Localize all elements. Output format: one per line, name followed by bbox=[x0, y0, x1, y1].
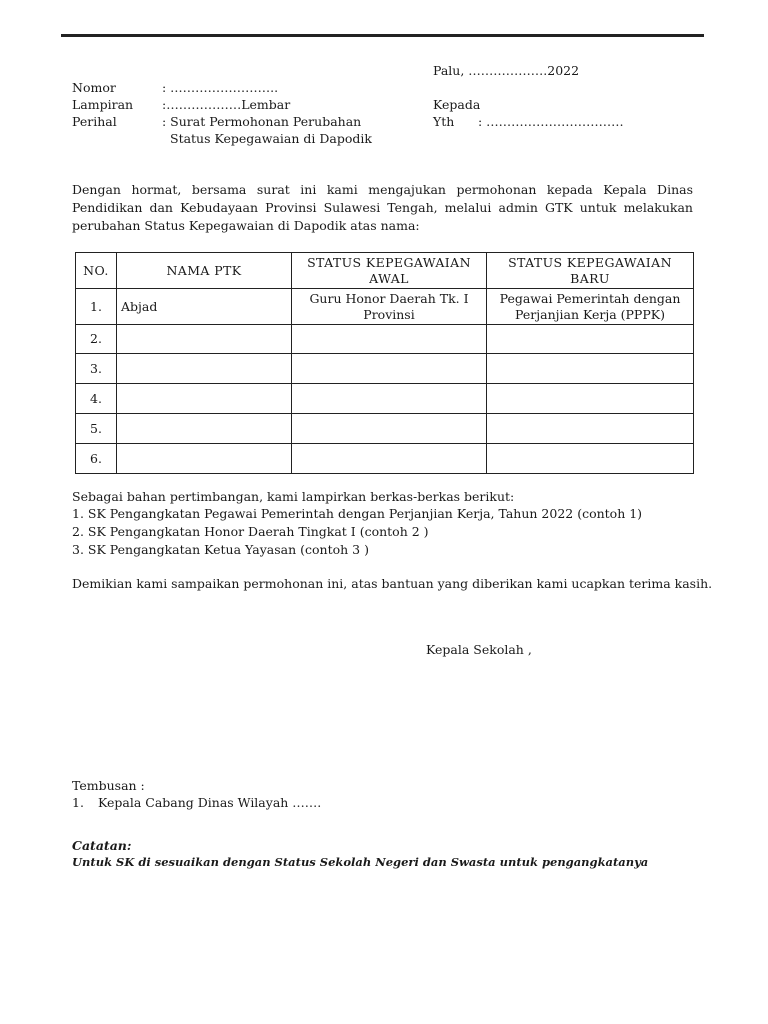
perihal-label: Perihal bbox=[72, 114, 117, 129]
row-baru bbox=[487, 354, 694, 384]
attachment-item: 3. SK Pengangkatan Ketua Yayasan (contoh 3 ) bbox=[72, 542, 369, 557]
table-row bbox=[76, 354, 694, 384]
table-row bbox=[76, 384, 694, 414]
row-nama bbox=[117, 384, 292, 414]
attachment-item: 2. SK Pengangkatan Honor Daerah Tingkat I (contoh 2 ) bbox=[72, 524, 429, 539]
row-no: 4. bbox=[76, 384, 117, 414]
row-baru: Pegawai Pemerintah dengan Perjanjian Kerja (PPPK) bbox=[487, 289, 694, 325]
perihal-line2: Status Kepegawaian di Dapodik bbox=[170, 131, 372, 146]
row-awal bbox=[292, 444, 487, 474]
nomor-value: : …………………….. bbox=[162, 80, 279, 95]
table-header-row bbox=[76, 253, 694, 289]
table-row bbox=[76, 444, 694, 474]
kepada-label: Kepada bbox=[433, 97, 481, 112]
yth-label: Yth bbox=[433, 114, 455, 129]
attachments-intro: Sebagai bahan pertimbangan, kami lampirkan berkas-berkas berikut: bbox=[72, 489, 515, 504]
row-baru bbox=[487, 444, 694, 474]
row-baru bbox=[487, 414, 694, 444]
perihal-line1: : Surat Permohonan Perubahan bbox=[162, 114, 362, 129]
place-date: Palu, ……………….2022 bbox=[433, 63, 580, 78]
row-awal bbox=[292, 414, 487, 444]
row-awal bbox=[292, 354, 487, 384]
employee-table bbox=[75, 252, 694, 474]
row-no: 5. bbox=[76, 414, 117, 444]
top-rule bbox=[61, 34, 704, 37]
row-nama bbox=[117, 325, 292, 354]
tembusan-label: Tembusan : bbox=[72, 778, 145, 793]
nomor-label: Nomor bbox=[72, 80, 116, 95]
lampiran-value: :………………Lembar bbox=[162, 97, 291, 112]
row-no: 3. bbox=[76, 354, 117, 384]
header-no: NO. bbox=[76, 253, 117, 289]
row-awal: Guru Honor Daerah Tk. I Provinsi bbox=[292, 289, 487, 325]
table-row bbox=[76, 289, 694, 325]
row-no: 2. bbox=[76, 325, 117, 354]
row-baru bbox=[487, 325, 694, 354]
signature-title: Kepala Sekolah , bbox=[426, 642, 532, 657]
header-baru: STATUS KEPEGAWAIAN BARU bbox=[487, 253, 694, 289]
catatan-text: Untuk SK di sesuaikan dengan Status Sekolah Negeri dan Swasta untuk pengangkatanya bbox=[72, 855, 649, 869]
yth-value: : …………………………… bbox=[478, 114, 624, 129]
table-row bbox=[76, 414, 694, 444]
row-nama bbox=[117, 444, 292, 474]
row-nama: Abjad bbox=[117, 289, 292, 325]
tembusan-item-no: 1. bbox=[72, 795, 84, 810]
closing-text: Demikian kami sampaikan permohonan ini, atas bantuan yang diberikan kami ucapkan terima kasih. bbox=[72, 576, 713, 591]
lampiran-label: Lampiran bbox=[72, 97, 134, 112]
row-baru bbox=[487, 384, 694, 414]
catatan-label: Catatan: bbox=[72, 838, 132, 853]
table-row bbox=[76, 325, 694, 354]
tembusan-item: Kepala Cabang Dinas Wilayah ……. bbox=[98, 795, 322, 810]
row-nama bbox=[117, 354, 292, 384]
attachment-item: 1. SK Pengangkatan Pegawai Pemerintah dengan Perjanjian Kerja, Tahun 2022 (contoh 1) bbox=[72, 506, 643, 521]
row-no: 1. bbox=[76, 289, 117, 325]
row-nama bbox=[117, 414, 292, 444]
header-nama: NAMA PTK bbox=[117, 253, 292, 289]
row-awal bbox=[292, 325, 487, 354]
header-awal: STATUS KEPEGAWAIAN AWAL bbox=[292, 253, 487, 289]
row-awal bbox=[292, 384, 487, 414]
row-no: 6. bbox=[76, 444, 117, 474]
intro-paragraph: Dengan hormat, bersama surat ini kami mengajukan permohonan kepada Kepala Dinas Pendidikan dan Kebudayaan Provinsi Sulawesi Tengah, melalui admin GTK untuk melakukan perubahan Status Kepegawaian di Dapodik atas nama: bbox=[72, 182, 693, 233]
